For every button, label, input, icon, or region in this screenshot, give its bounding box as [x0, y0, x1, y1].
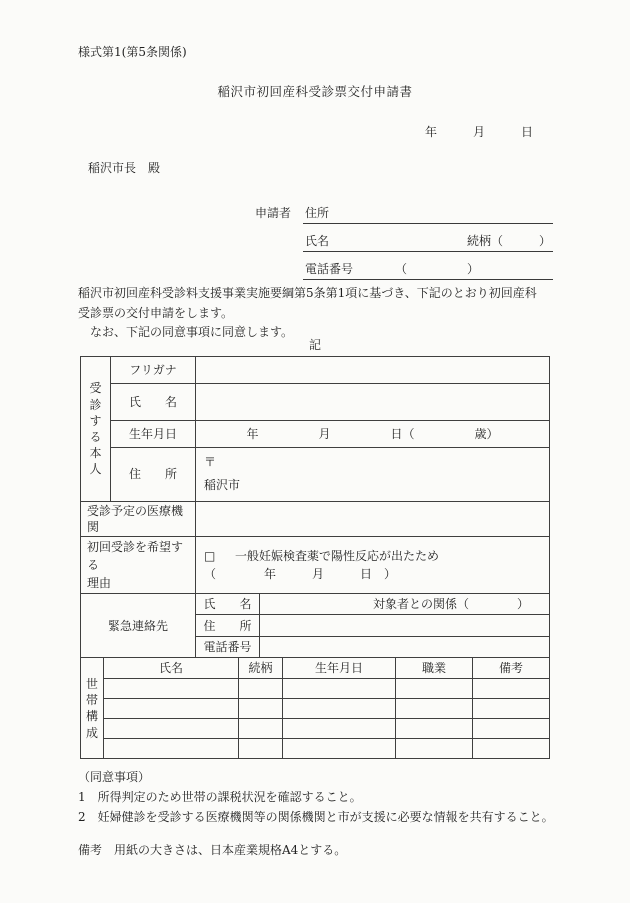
consent-heading: （同意事項）	[78, 770, 151, 784]
reason-label-line2: 理由	[87, 576, 112, 591]
checkbox-icon: □	[204, 549, 216, 564]
applicant-name-field	[303, 224, 553, 252]
birthdate-label: 生年月日	[111, 421, 196, 448]
household-col-relation: 続柄	[239, 658, 283, 679]
paragraph-line-3: なお、下記の同意事項に同意します。	[78, 325, 294, 339]
postal-mark: 〒	[204, 455, 217, 469]
household-col-remarks: 備考	[473, 658, 550, 679]
city-prefill: 稲沢市	[204, 478, 241, 492]
paragraph-line-2: 受診票の交付申請をします。	[78, 305, 234, 320]
reason-option-line	[204, 547, 545, 565]
phone-label: 電話番号 （ ）	[305, 261, 480, 276]
addressee-mayor: 稲沢市長 殿	[88, 161, 161, 175]
ki-heading: 記	[308, 338, 321, 352]
furigana-input-cell	[196, 357, 550, 384]
consent-item-2: 2 妊婦健診を受診する医療機関等の関係機関と市が支援に必要な情報を共有すること。	[78, 810, 554, 824]
emergency-relation-cell: 対象者との関係（ ）	[260, 594, 550, 615]
emergency-address-label: 住 所	[196, 615, 260, 637]
household-col-birthdate: 生年月日	[283, 658, 396, 679]
furigana-label: フリガナ	[111, 357, 196, 384]
reason-value-cell	[196, 537, 550, 594]
applicant-name-row	[255, 224, 555, 252]
birthdate-value-cell: 年 月 日（ 歳）	[196, 421, 550, 448]
consent-block	[78, 767, 588, 827]
emergency-name-label: 氏 名	[196, 594, 260, 615]
reason-section	[80, 536, 550, 594]
name-label: 氏名	[305, 233, 330, 248]
form-number: 様式第1(第5条関係)	[78, 45, 187, 59]
household-section	[80, 657, 550, 759]
household-row	[81, 719, 550, 739]
reason-label-cell	[81, 537, 196, 594]
emergency-label-cell: 緊急連絡先	[81, 594, 196, 658]
applicant-phone-row	[255, 252, 555, 280]
applicant-block	[255, 196, 555, 280]
applicant-address-row	[255, 196, 555, 224]
person-address-label: 住 所	[111, 448, 196, 502]
household-row	[81, 679, 550, 699]
household-col-occupation: 職業	[396, 658, 473, 679]
address-label: 住所	[305, 205, 330, 220]
relation-label: 続柄（ ）	[466, 233, 551, 248]
household-side-label: 世 帯 構 成	[85, 677, 98, 740]
household-col-name: 氏名	[104, 658, 239, 679]
person-side-label: 受 診 す る 本 人	[89, 381, 102, 477]
hospital-input-cell	[196, 502, 550, 537]
paragraph-line-1: 稲沢市初回産科受診料支援事業実施要綱第5条第1項に基づき、下記のとおり初回産科	[78, 286, 537, 300]
applicant-phone-field	[303, 252, 553, 280]
emergency-phone-label: 電話番号	[196, 637, 260, 658]
page-title: 稲沢市初回産科受診票交付申請書	[217, 84, 413, 99]
reason-option-text: 一般妊娠検査薬で陽性反応が出たため	[235, 549, 440, 564]
emergency-phone-input-cell	[260, 637, 550, 658]
paper-size-note: 備考 用紙の大きさは、日本産業規格A4とする。	[78, 843, 347, 857]
hospital-label: 受診予定の医療機関	[81, 502, 196, 537]
reason-label-line1: 初回受診を希望する	[87, 540, 184, 573]
household-side-label-cell	[81, 658, 104, 759]
person-name-label: 氏 名	[111, 384, 196, 421]
consent-item-1: 1 所得判定のため世帯の課税状況を確認すること。	[78, 790, 362, 804]
body-paragraph	[78, 284, 570, 343]
applicant-address-field	[303, 196, 553, 224]
emergency-section	[80, 593, 550, 658]
household-row	[81, 739, 550, 759]
person-name-input-cell	[196, 384, 550, 421]
person-section	[80, 356, 550, 502]
application-table	[80, 357, 550, 759]
date-line: 年 月 日	[424, 125, 533, 139]
household-row	[81, 699, 550, 719]
person-address-input-cell	[196, 448, 550, 502]
reason-option-date: （ 年 月 日 ）	[204, 567, 397, 582]
person-side-label-cell	[81, 357, 111, 502]
applicant-label: 申請者	[255, 205, 292, 220]
emergency-address-input-cell	[260, 615, 550, 637]
hospital-section	[80, 501, 550, 537]
